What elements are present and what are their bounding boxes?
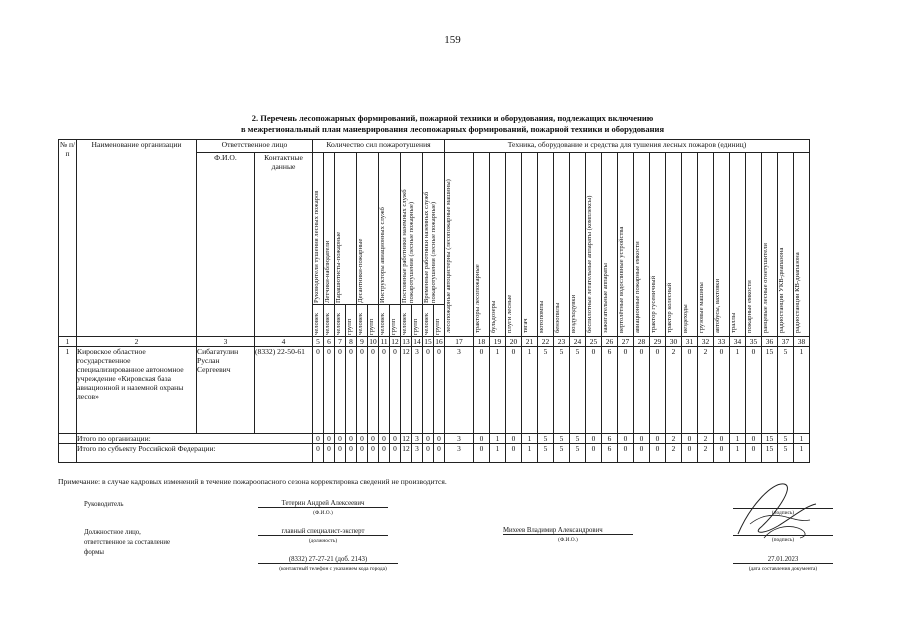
col-header-fio: Ф.И.О. — [197, 153, 255, 337]
tech-header: вездеходы — [682, 153, 698, 337]
total-subject-value: 0 — [618, 444, 634, 463]
row-value: 0 — [682, 347, 698, 434]
col-number: 7 — [335, 337, 346, 347]
head-sign-caption: (подпись) — [771, 510, 795, 516]
col-number: 22 — [538, 337, 554, 347]
total-org-value: 0 — [379, 434, 390, 444]
row-value: 0 — [423, 347, 434, 434]
total-org-value: 2 — [698, 434, 714, 444]
unit-person: человек — [324, 305, 335, 337]
col-number: 33 — [714, 337, 730, 347]
unit-group: групп — [368, 305, 379, 337]
total-org-value: 5 — [538, 434, 554, 444]
total-subject-value: 0 — [714, 444, 730, 463]
page-number: 159 — [444, 34, 461, 46]
tech-header: авиационные пожарные емкости — [634, 153, 650, 337]
col-number: 17 — [445, 337, 474, 347]
unit-person: человек — [313, 305, 324, 337]
row-value: 1 — [490, 347, 506, 434]
total-org-value: 5 — [554, 434, 570, 444]
unit-group: групп — [412, 305, 423, 337]
tech-header: трактор гусеничный — [650, 153, 666, 337]
total-org-value: 0 — [434, 434, 445, 444]
total-subject-value: 0 — [586, 444, 602, 463]
row-contacts: (8332) 22-50-61 — [255, 347, 313, 434]
total-org-value: 0 — [423, 434, 434, 444]
total-org-value: 0 — [618, 434, 634, 444]
total-subject-value: 0 — [313, 444, 324, 463]
total-org-value: 0 — [506, 434, 522, 444]
total-subject-value: 0 — [746, 444, 762, 463]
row-value: 0 — [618, 347, 634, 434]
row-value: 1 — [794, 347, 810, 434]
unit-group: групп — [434, 305, 445, 337]
row-value: 12 — [401, 347, 412, 434]
col-number: 1 — [59, 337, 77, 347]
col-number: 28 — [634, 337, 650, 347]
tech-header: лесопожарные автоцистерны (лесопожарные машины) — [445, 153, 474, 337]
total-subject-value: 0 — [423, 444, 434, 463]
total-subject-value: 0 — [634, 444, 650, 463]
col-number: 9 — [357, 337, 368, 347]
resp-sign-caption: (подпись) — [771, 537, 795, 543]
tech-header: бульдозеры — [490, 153, 506, 337]
total-subject-value: 15 — [762, 444, 778, 463]
total-subject-value: 0 — [346, 444, 357, 463]
col-number: 21 — [522, 337, 538, 347]
title-line-1: 2. Перечень лесопожарных формирований, пожарной техники и оборудования, подлежащих включению — [251, 113, 654, 123]
date-caption: (дата составления документа) — [748, 566, 818, 572]
col-number: 38 — [794, 337, 810, 347]
col-number: 2 — [77, 337, 197, 347]
tech-header: траллы — [730, 153, 746, 337]
total-subject-value: 0 — [335, 444, 346, 463]
force-header: Десантники-пожарные — [357, 153, 379, 305]
col-number: 25 — [586, 337, 602, 347]
row-value: 0 — [379, 347, 390, 434]
unit-person: человек — [379, 305, 390, 337]
total-subject-value: 12 — [401, 444, 412, 463]
total-org-value: 0 — [746, 434, 762, 444]
document-date: 27.01.2023 — [733, 556, 833, 564]
row-value: 0 — [634, 347, 650, 434]
tech-header: воздуходувки — [570, 153, 586, 337]
title-line-2: в межрегиональный план маневрирования лесопожарных формирований, пожарной техники и оборудования — [240, 124, 665, 134]
total-org-value: 0 — [313, 434, 324, 444]
head-fio-caption: (Ф.И.О.) — [313, 510, 333, 516]
total-org-value: 1 — [730, 434, 746, 444]
tech-header: пожарные емкости — [746, 153, 762, 337]
col-number: 20 — [506, 337, 522, 347]
total-org-value: 15 — [762, 434, 778, 444]
total-org-value: 0 — [346, 434, 357, 444]
col-header-resp: Ответственное лицо — [197, 140, 313, 153]
col-number: 32 — [698, 337, 714, 347]
col-number: 6 — [324, 337, 335, 347]
row-value: 0 — [586, 347, 602, 434]
total-subject-value: 0 — [650, 444, 666, 463]
forces-table — [58, 139, 810, 463]
total-subject-value: 5 — [778, 444, 794, 463]
col-number: 16 — [435, 337, 443, 346]
total-subject-value: 0 — [682, 444, 698, 463]
row-value: 0 — [368, 347, 379, 434]
row-value: 0 — [357, 347, 368, 434]
total-subject-row — [59, 444, 810, 463]
tech-header: бензопилы — [554, 153, 570, 337]
row-org: Кировское областное государственное специализированное автономное учреждение «Кировская база авиационной и наземной охраны лесов» — [77, 347, 197, 434]
total-subject-value: 1 — [522, 444, 538, 463]
row-value: 2 — [698, 347, 714, 434]
force-header: Руководители тушения лесных пожаров — [313, 153, 324, 305]
total-org-value: 0 — [682, 434, 698, 444]
row-value: 5 — [570, 347, 586, 434]
row-value: 0 — [324, 347, 335, 434]
force-header: Парашютисты-пожарные — [335, 153, 357, 305]
row-value: 0 — [390, 347, 401, 434]
total-org-value: 0 — [634, 434, 650, 444]
row-value: 3 — [412, 347, 423, 434]
col-number: 11 — [380, 337, 388, 346]
unit-person: человек — [335, 305, 346, 337]
total-subject-value: 3 — [412, 444, 423, 463]
total-org-value: 0 — [650, 434, 666, 444]
tech-header: ранцевые лесные огнетушители — [762, 153, 778, 337]
row-fio: Сибагатулин Руслан Сергеевич — [197, 347, 255, 434]
total-subject-value: 0 — [474, 444, 490, 463]
row-value: 0 — [434, 347, 445, 434]
total-subject-value: 0 — [506, 444, 522, 463]
row-value: 1 — [522, 347, 538, 434]
row-value: 0 — [746, 347, 762, 434]
force-header: Постоянные работники наземных служб пожаротушения (лесные пожарные) — [401, 153, 423, 305]
total-subject-value: 3 — [445, 444, 474, 463]
row-value: 6 — [602, 347, 618, 434]
row-value: 5 — [554, 347, 570, 434]
total-org-value: 0 — [390, 434, 401, 444]
col-header-forces: Количество сил пожаротушения — [313, 140, 445, 153]
col-number: 34 — [730, 337, 746, 347]
tech-header: автобусы, вахтовки — [714, 153, 730, 337]
unit-person: человек — [357, 305, 368, 337]
total-org-value: 0 — [714, 434, 730, 444]
tech-header: мотопомпы — [538, 153, 554, 337]
row-value: 5 — [778, 347, 794, 434]
col-number: 4 — [255, 337, 313, 347]
total-org-label: Итого по организации: — [77, 434, 313, 444]
total-org-value: 0 — [586, 434, 602, 444]
row-value: 1 — [730, 347, 746, 434]
col-number: 31 — [682, 337, 698, 347]
tech-header: беспилотные летательные аппараты (комплексы) — [586, 153, 602, 337]
col-header-no: № п/п — [59, 140, 77, 337]
total-subject-label: Итого по субъекту Российской Федерации: — [77, 444, 313, 463]
total-subject-value: 1 — [490, 444, 506, 463]
total-org-value: 0 — [335, 434, 346, 444]
handwritten-signature — [720, 476, 830, 546]
col-number: 26 — [602, 337, 618, 347]
col-number: 3 — [197, 337, 255, 347]
total-org-value: 1 — [794, 434, 810, 444]
col-number: 37 — [778, 337, 794, 347]
force-header: Временные работники наземных служб пожаротушения (лесные пожарные) — [423, 153, 445, 305]
document-title — [0, 113, 905, 135]
col-header-contacts: Контактные данные — [255, 153, 313, 337]
unit-group: групп — [346, 305, 357, 337]
table-row — [59, 347, 810, 434]
col-header-org: Наименование организации — [77, 140, 197, 337]
total-subject-value: 1 — [794, 444, 810, 463]
total-org-value: 1 — [490, 434, 506, 444]
col-number: 12 — [391, 337, 399, 346]
total-subject-value: 0 — [390, 444, 401, 463]
total-subject-value: 2 — [666, 444, 682, 463]
force-header: Летчики-наблюдатели — [324, 153, 335, 305]
total-org-value: 5 — [778, 434, 794, 444]
total-org-value: 0 — [474, 434, 490, 444]
col-number: 14 — [413, 337, 421, 346]
row-value: 0 — [714, 347, 730, 434]
position-caption: (должность) — [308, 538, 338, 544]
col-number: 5 — [313, 337, 324, 347]
row-value: 0 — [506, 347, 522, 434]
total-subject-value: 5 — [554, 444, 570, 463]
total-subject-value: 0 — [357, 444, 368, 463]
total-org-value: 3 — [412, 434, 423, 444]
total-org-row — [59, 434, 810, 444]
resp-name: Михеев Владимир Александрович — [503, 527, 633, 535]
total-org-value: 1 — [522, 434, 538, 444]
unit-group: групп — [390, 305, 401, 337]
row-no: 1 — [59, 347, 77, 434]
total-subject-value: 6 — [602, 444, 618, 463]
col-number: 35 — [746, 337, 762, 347]
total-org-value: 0 — [368, 434, 379, 444]
total-subject-value: 0 — [434, 444, 445, 463]
row-value: 3 — [445, 347, 474, 434]
total-subject-value: 5 — [538, 444, 554, 463]
row-value: 0 — [346, 347, 357, 434]
row-value: 15 — [762, 347, 778, 434]
head-label: Руководитель — [84, 501, 124, 508]
total-subject-value: 2 — [698, 444, 714, 463]
resp-label: Должностное лицо, ответственное за составление формы — [84, 529, 171, 556]
phone-caption: (контактный телефон с указанием кода города) — [279, 566, 387, 572]
col-number: 29 — [650, 337, 666, 347]
total-subject-value: 0 — [324, 444, 335, 463]
total-subject-value: 0 — [379, 444, 390, 463]
total-org-value: 2 — [666, 434, 682, 444]
col-number: 18 — [474, 337, 490, 347]
unit-person: человек — [423, 305, 434, 337]
row-value: 0 — [650, 347, 666, 434]
table-note: Примечание: в случае кадровых изменений в течение пожароопасного сезона корректировка сведений не производится. — [58, 477, 447, 486]
row-value: 5 — [538, 347, 554, 434]
col-number: 36 — [762, 337, 778, 347]
row-value: 0 — [335, 347, 346, 434]
total-org-value: 6 — [602, 434, 618, 444]
head-name: Тетерин Андрей Алексеевич — [258, 500, 388, 508]
total-org-value: 0 — [324, 434, 335, 444]
total-subject-value: 5 — [570, 444, 586, 463]
col-number: 30 — [666, 337, 682, 347]
total-org-value: 12 — [402, 434, 410, 443]
col-number: 15 — [424, 337, 432, 346]
tech-header: радиостанции УКВ-диапазона — [778, 153, 794, 337]
row-value: 2 — [666, 347, 682, 434]
total-org-value: 3 — [445, 434, 474, 444]
tech-header: тягач — [522, 153, 538, 337]
col-header-tech: Техника, оборудование и средства для тушения лесных пожаров (единиц) — [445, 140, 810, 153]
col-number: 8 — [346, 337, 357, 347]
col-number: 23 — [554, 337, 570, 347]
tech-header: радиостанции КВ-диапазона — [794, 153, 810, 337]
total-org-value: 0 — [357, 434, 368, 444]
column-numbers-row — [59, 337, 810, 347]
tech-header: грузовые машины — [698, 153, 714, 337]
resp-position: главный специалист-эксперт — [258, 528, 388, 536]
total-org-value: 5 — [570, 434, 586, 444]
tech-header: зажигательные аппараты — [602, 153, 618, 337]
col-number: 27 — [618, 337, 634, 347]
row-value: 0 — [474, 347, 490, 434]
total-subject-value: 1 — [730, 444, 746, 463]
unit-person: человек — [401, 305, 412, 337]
resp-fio-caption: (Ф.И.О.) — [558, 537, 578, 543]
tech-header: трактор колесный — [666, 153, 682, 337]
tech-header: плуги лесные — [506, 153, 522, 337]
total-subject-value: 0 — [368, 444, 379, 463]
col-number: 19 — [490, 337, 506, 347]
row-value: 0 — [313, 347, 324, 434]
resp-phone: (8332) 27-27-21 (доб. 2143) — [258, 556, 398, 564]
force-header: Инструкторы авиационных служб — [379, 153, 401, 305]
col-number: 24 — [570, 337, 586, 347]
tech-header: вертолётные водосливные устройства — [618, 153, 634, 337]
tech-header: тракторы лесопожарные — [474, 153, 490, 337]
col-number: 10 — [369, 337, 377, 346]
col-number: 13 — [402, 337, 410, 346]
